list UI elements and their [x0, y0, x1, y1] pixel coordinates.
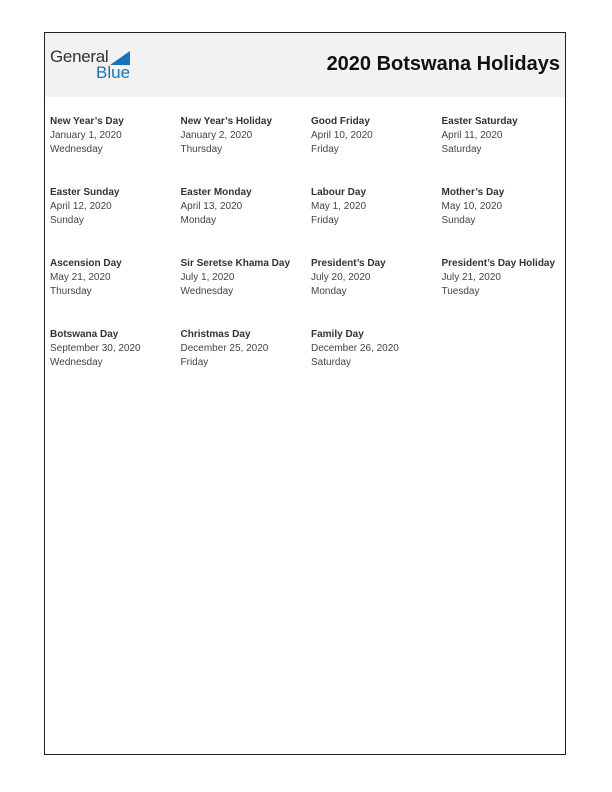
generalblue-logo — [50, 48, 150, 82]
holiday-item — [50, 257, 180, 299]
holiday-date: April 12, 2020 — [50, 201, 112, 212]
holiday-item — [181, 186, 311, 228]
holiday-weekday: Sunday — [50, 215, 84, 226]
holiday-weekday: Monday — [311, 286, 347, 297]
holiday-date: April 11, 2020 — [441, 130, 503, 141]
page-title: 2020 Botswana Holidays — [326, 53, 560, 75]
holiday-name: Family Day — [311, 329, 364, 340]
holiday-item — [181, 328, 311, 370]
holiday-item — [50, 186, 180, 228]
holiday-weekday: Monday — [180, 215, 217, 226]
holiday-item — [311, 257, 441, 299]
holiday-name: Mother’s Day — [441, 187, 505, 198]
holiday-weekday: Saturday — [441, 144, 482, 155]
holiday-date: September 30, 2020 — [50, 343, 141, 354]
holiday-date: April 10, 2020 — [311, 130, 373, 141]
holiday-weekday: Friday — [311, 215, 339, 226]
holiday-item — [311, 328, 441, 370]
holiday-weekday: Wednesday — [180, 286, 234, 297]
holiday-date: July 21, 2020 — [441, 272, 501, 283]
holiday-weekday: Wednesday — [50, 144, 103, 155]
holiday-item — [181, 115, 311, 157]
holiday-date: April 13, 2020 — [180, 201, 243, 212]
holiday-item — [311, 186, 441, 228]
holiday-name: Easter Sunday — [50, 187, 120, 198]
holiday-weekday: Friday — [311, 144, 339, 155]
holiday-name: New Year’s Holiday — [180, 116, 273, 127]
holiday-name: Sir Seretse Khama Day — [180, 258, 291, 269]
holiday-name: Easter Monday — [180, 187, 252, 198]
holiday-weekday: Sunday — [441, 215, 476, 226]
holiday-item — [50, 115, 180, 157]
holiday-weekday: Tuesday — [441, 286, 480, 297]
holiday-date: July 20, 2020 — [311, 272, 371, 283]
holiday-weekday: Saturday — [311, 357, 352, 368]
holiday-item — [442, 257, 572, 299]
holiday-name: Ascension Day — [50, 258, 122, 269]
holiday-date: December 26, 2020 — [311, 343, 399, 354]
holiday-weekday: Friday — [180, 357, 209, 368]
holiday-date: May 10, 2020 — [441, 201, 503, 212]
holiday-name: President’s Day — [311, 258, 386, 269]
holiday-name: Botswana Day — [50, 329, 119, 340]
holiday-item — [50, 328, 180, 370]
logo-text-general: General — [50, 47, 109, 66]
holiday-weekday: Wednesday — [50, 357, 103, 368]
logo-text-blue: Blue — [96, 63, 131, 82]
holiday-date: January 1, 2020 — [50, 130, 122, 141]
holiday-date: January 2, 2020 — [180, 130, 253, 141]
holiday-item — [181, 257, 311, 299]
holiday-name: New Year’s Day — [50, 116, 124, 127]
holiday-date: May 1, 2020 — [311, 201, 367, 212]
holiday-item — [311, 115, 441, 157]
holiday-date: May 21, 2020 — [50, 272, 111, 283]
holiday-name: President’s Day Holiday — [441, 258, 556, 269]
holiday-item — [442, 115, 572, 157]
holiday-date: July 1, 2020 — [180, 272, 235, 283]
holiday-weekday: Thursday — [50, 286, 92, 297]
holiday-name: Easter Saturday — [441, 116, 518, 127]
page-header — [45, 33, 565, 97]
holiday-name: Labour Day — [311, 187, 367, 198]
holiday-item — [442, 186, 572, 228]
calendar-page — [44, 32, 566, 755]
holiday-name: Good Friday — [311, 116, 370, 127]
holiday-name: Christmas Day — [180, 329, 251, 340]
holiday-weekday: Thursday — [180, 144, 223, 155]
holiday-date: December 25, 2020 — [180, 343, 269, 354]
